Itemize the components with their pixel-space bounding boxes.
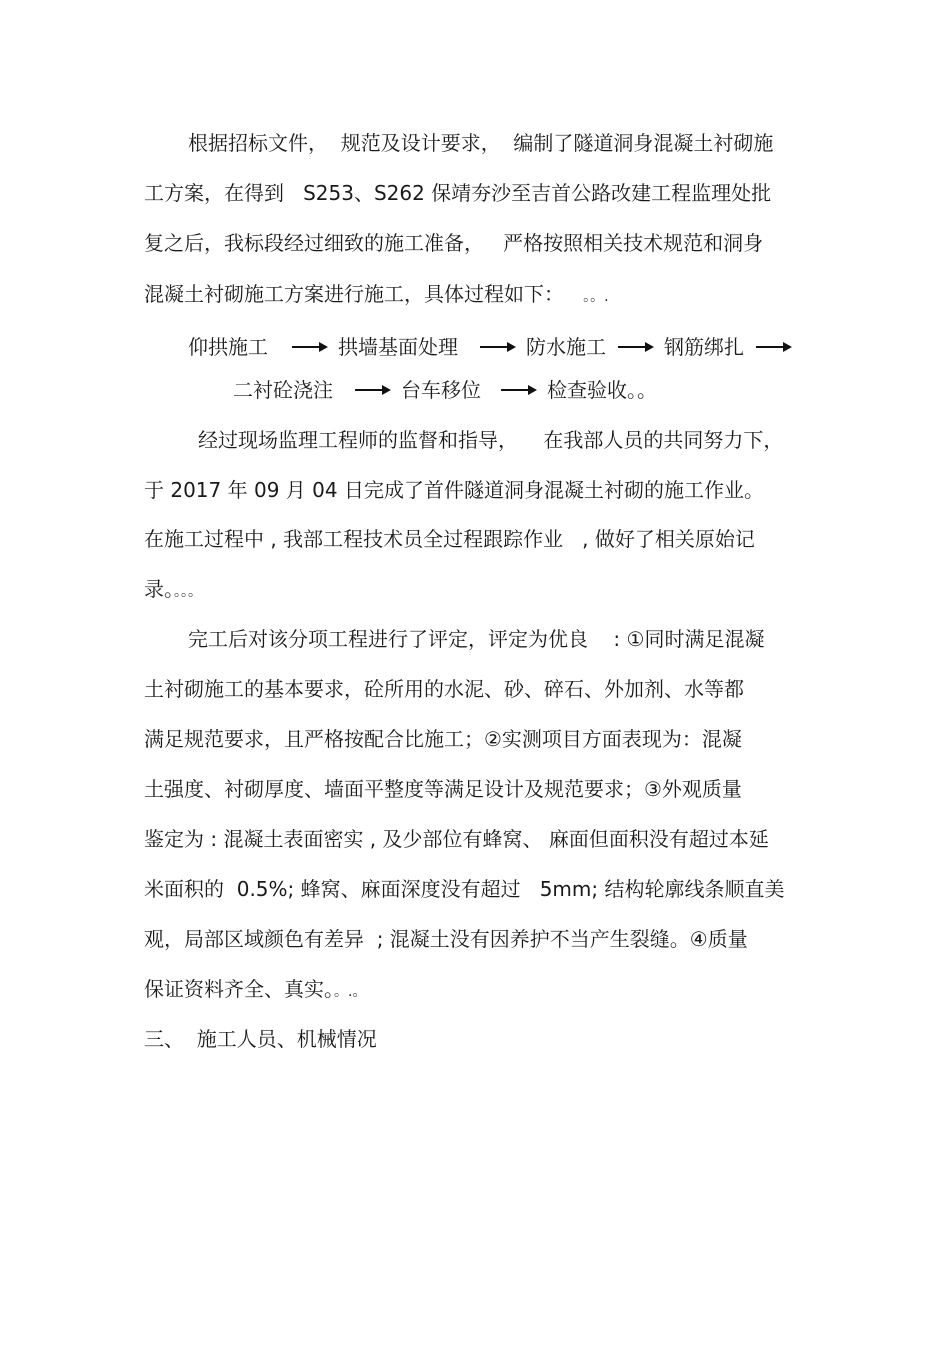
- paragraph-2-line-4: [144, 576, 202, 605]
- paragraph-1-line-1: 根据招标文件， 规范及设计要求， 编制了隧道洞身混凝土衬砌施: [188, 131, 774, 155]
- paragraph-1-tail: 。。.: [583, 289, 609, 305]
- paragraph-3-line-4: 土强度、衬砌厚度、墙面平整度等满足设计及规范要求；③外观质量: [144, 777, 742, 801]
- arrow-right-icon: [618, 341, 654, 353]
- paragraph-1-line-2: 工方案，在得到 S253、S262 保靖夯沙至吉首公路改建工程监理处批: [144, 181, 772, 205]
- arrow-right-icon: [355, 384, 391, 396]
- paragraph-2-line-2: 于 2017 年 09 月 04 日完成了首件隧道洞身混凝土衬砌的施工作业。: [144, 478, 764, 502]
- paragraph-1-line-3: 复之后，我标段经过细致的施工准备， 严格按照相关技术规范和洞身: [144, 231, 764, 255]
- flow-step-rebar: 钢筋绑扎: [664, 335, 744, 359]
- paragraph-3-line-1: 完工后对该分项工程进行了评定，评定为优良 : ①同时满足混凝: [188, 627, 765, 651]
- paragraph-3-tail: 。.。: [334, 984, 367, 1000]
- flow-step-waterproof: 防水施工: [526, 335, 606, 359]
- paragraph-3-line-3: 满足规范要求，且严格按配合比施工；②实测项目方面表现为：混凝: [144, 727, 742, 751]
- paragraph-2-tail: 。。。: [174, 584, 202, 600]
- paragraph-3-line-7: 观，局部区域颜色有差异 ; 混凝土没有因养护不当产生裂缝。④质量: [144, 927, 748, 951]
- paragraph-2-line-1: 经过现场监理工程师的监督和指导， 在我部人员的共同努力下，: [198, 428, 784, 452]
- paragraph-3-line-2: 土衬砌施工的基本要求，砼所用的水泥、砂、碎石、外加剂、水等都: [144, 677, 744, 701]
- paragraph-1-line-4: [144, 281, 609, 310]
- flow-step-trolley-move: 台车移位: [401, 378, 481, 402]
- paragraph-1-line-4-text: 混凝土衬砌施工方案进行施工，具体过程如下：: [144, 282, 584, 306]
- paragraph-3-line-8: [144, 976, 366, 1005]
- flow-step-inspection: 检查验收。。: [547, 378, 657, 402]
- flow-step-concrete-pour: 二衬砼浇注: [233, 378, 333, 402]
- paragraph-3-line-8-text: 保证资料齐全、真实。: [144, 977, 334, 1001]
- process-flow-row-1: [188, 334, 802, 360]
- section-heading: 三、 施工人员、机械情况: [144, 1027, 377, 1051]
- paragraph-3-line-5: 鉴定为 : 混凝土表面密实 , 及少部位有蜂窝、 麻面但面积没有超过本延: [144, 827, 769, 851]
- arrow-right-icon: [480, 341, 516, 353]
- arrow-right-icon: [292, 341, 328, 353]
- arrow-right-icon: [756, 341, 792, 353]
- flow-step-wall-base: 拱墙基面处理: [338, 335, 458, 359]
- paragraph-2-line-4-text: 录。: [144, 577, 174, 601]
- flow-step-invert: 仰拱施工: [188, 335, 268, 359]
- process-flow-row-2: [233, 377, 657, 403]
- paragraph-3-line-6: 米面积的 0.5%; 蜂窝、麻面深度没有超过 5mm; 结构轮廓线条顺直美: [144, 877, 785, 901]
- paragraph-2-line-3: 在施工过程中 , 我部工程技术员全过程跟踪作业 , 做好了相关原始记: [144, 527, 755, 551]
- arrow-right-icon: [501, 384, 537, 396]
